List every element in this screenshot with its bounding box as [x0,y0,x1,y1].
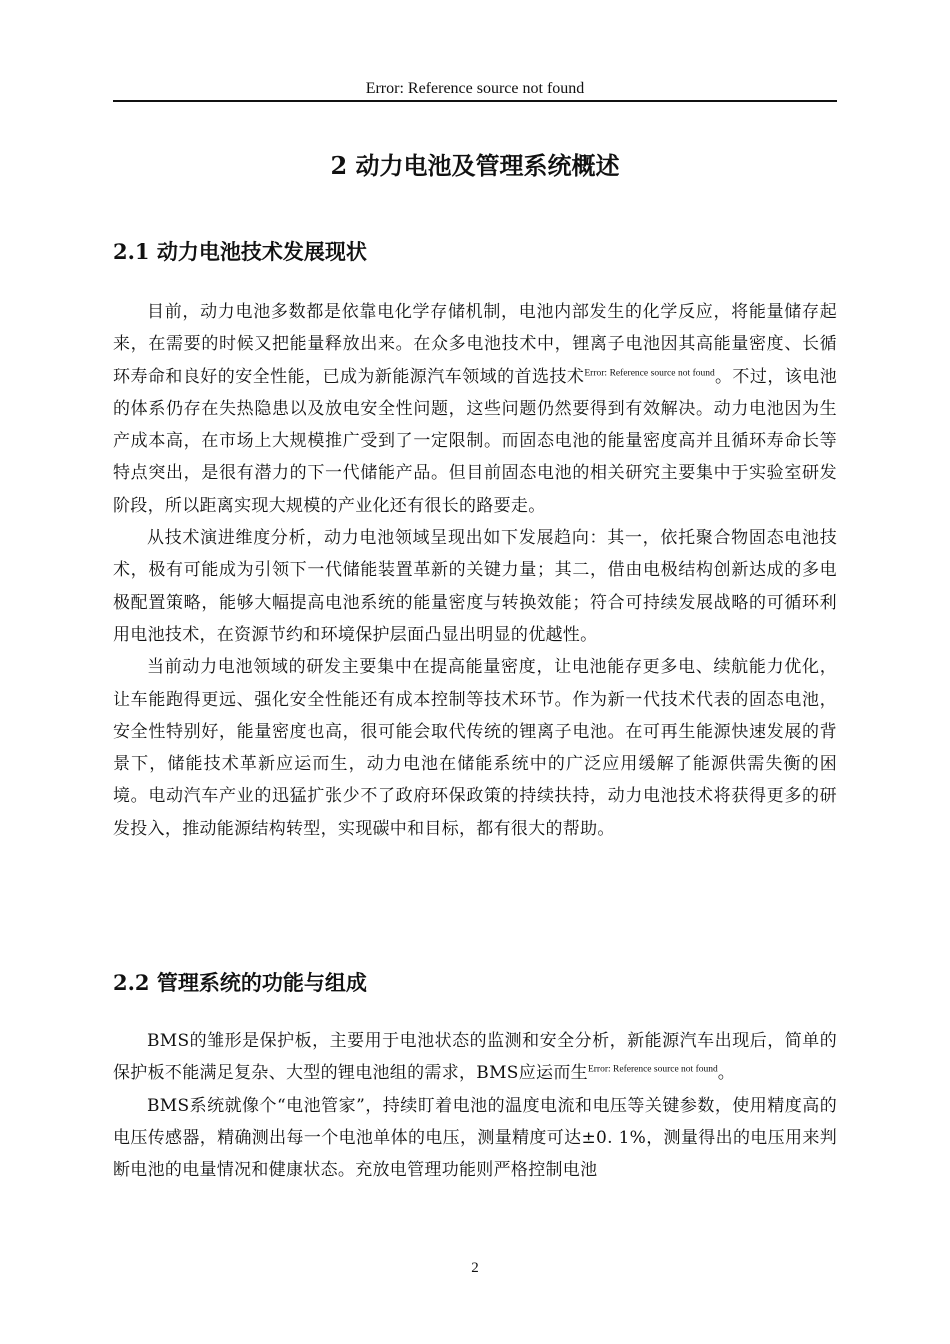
page-number: 2 [471,1260,479,1276]
citation-error: Error: Reference source not found [584,367,715,378]
chapter-title: 2 动力电池及管理系统概述 [330,151,620,180]
citation-error: Error: Reference source not found [587,1064,718,1075]
paragraph-text: 目前，动力电池多数都是依靠电化学存储机制，电池内部发生的化学反应，将能量储存起来，在需要的时候又把能量释放出来。在众多电池技术中，锂离子电池因其高能量密度、长循环寿命和良好的安全性能，已成为新能源汽车领域的首选技术 [113,302,837,387]
paragraph-text: 。不过，该电池的体系仍存在失热隐患以及放电安全性问题，这些问题仍然要得到有效解决。动力电池因为生产成本高，在市场上大规模推广受到了一定限制。而固态电池的能量密度高并且循环寿命长等特点突出，是很有潜力的下一代储能产品。但目前固态电池的相关研究主要集中于实验室研发阶段，所以距离实现大规模的产业化还有很长的路要走。 [113,366,838,516]
paragraph: 当前动力电池领域的研发主要集中在提高能量密度，让电池能存更多电、续航能力优化，让车能跑得更远、强化安全性能还有成本控制等技术环节。作为新一代技术代表的固态电池，安全性特别好，能量密度也高，很可能会取代传统的锂离子电池。在可再生能源快速发展的背景下，储能技术革新应运而生，动力电池在储能系统中的广泛应用缓解了能源供需失衡的困境。电动汽车产业的迅猛扩张少不了政府环保政策的持续扶持，动力电池技术将获得更多的研发投入，推动能源结构转型，实现碳中和目标，都有很大的帮助。 [113,657,837,839]
paragraph [113,1025,837,1090]
paragraph-text: BMS的雏形是保护板，主要用于电池状态的监测和安全分析，新能源汽车出现后，简单的保护板不能满足复杂、大型的锂电池组的需求，BMS应运而生 [113,1031,837,1084]
running-header: Error: Reference source not found [365,80,585,97]
paragraph: BMS系统就像个“电池管家”，持续盯着电池的温度电流和电压等关键参数，使用精度高的电压传感器，精确测出每一个电池单体的电压，测量精度可达±0. 1%，测量得出的电压用来判断电池的电量情况和健康状态。充放电管理功能则严格控制电池 [113,1095,837,1181]
section-heading-2-1: 2.1 动力电池技术发展现状 [113,239,367,264]
paragraph [113,296,837,522]
header-rule [113,100,837,102]
section-2-1-body [113,296,837,845]
paragraph: 从技术演进维度分析，动力电池领域呈现出如下发展趋向：其一，依托聚合物固态电池技术，极有可能成为引领下一代储能装置革新的关键力量；其二，借由电极结构创新达成的多电极配置策略，能够大幅提高电池系统的能量密度与转换效能；符合可持续发展战略的可循环利用电池技术，在资源节约和环境保护层面凸显出明显的优越性。 [113,528,837,645]
section-2-2-body [113,1025,837,1186]
section-heading-2-2: 2.2 管理系统的功能与组成 [113,970,367,995]
paragraph-text: 。 [717,1063,736,1084]
